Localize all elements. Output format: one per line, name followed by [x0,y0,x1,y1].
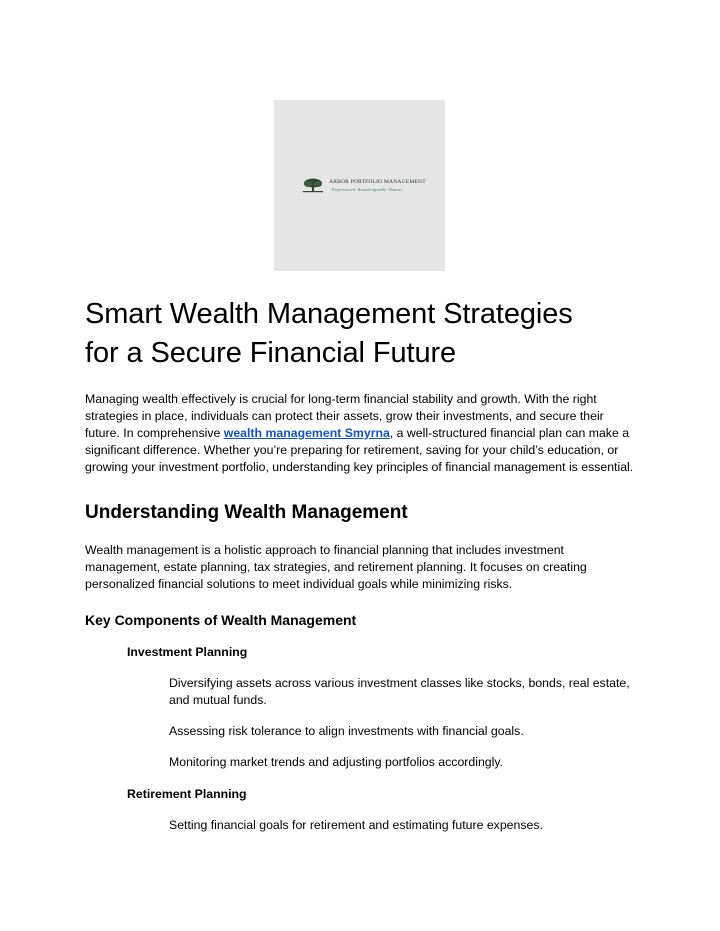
title-line-1: Smart Wealth Management Strategies [85,298,573,330]
title-line-2: for a Secure Financial Future [85,337,457,369]
intro-text-end: , a well-structured financial plan can make a significant difference. Whether you’re preparing for retirement, saving for your child’s education, or growing your investment portfolio, understanding key principles of financial management is essential. [85,426,634,474]
components-heading: Key Components of Wealth Management [85,612,357,628]
list-item: Diversifying assets across various investment classes like stocks, bonds, real estate, and mutual funds. [169,676,630,707]
list-item: Monitoring market trends and adjusting portfolios accordingly. [169,755,504,769]
logo-image [274,100,445,271]
section-paragraph: Wealth management is a holistic approach to financial planning that includes investment management, estate planning, tax strategies, and retirement planning. It focuses on creating personalized financial solutions to meet individual goals while minimizing risks. [85,543,587,591]
section-heading: Understanding Wealth Management [85,502,408,523]
investment-planning-heading: Investment Planning [127,645,248,659]
logo-name: ARBOR PORTFOLIO MANAGEMENT [329,179,426,185]
page-title [85,295,637,373]
wealth-management-link[interactable]: wealth management Smyrna [223,426,390,440]
list-item: Assessing risk tolerance to align investments with financial goals. [169,724,524,738]
logo-tagline: Experienced. Knowledgeable. Honest. [332,187,404,192]
intro-paragraph [85,391,637,476]
article-body [85,295,637,834]
tree-icon [302,177,324,193]
list-item: Setting financial goals for retirement and estimating future expenses. [169,818,543,832]
intro-text-start: Managing wealth effectively is crucial for long-term financial stability and growth. With the right strategies in place, individuals can protect their assets, grow their investments, and secure their future. In comprehensive [85,392,604,440]
retirement-planning-heading: Retirement Planning [127,787,247,801]
